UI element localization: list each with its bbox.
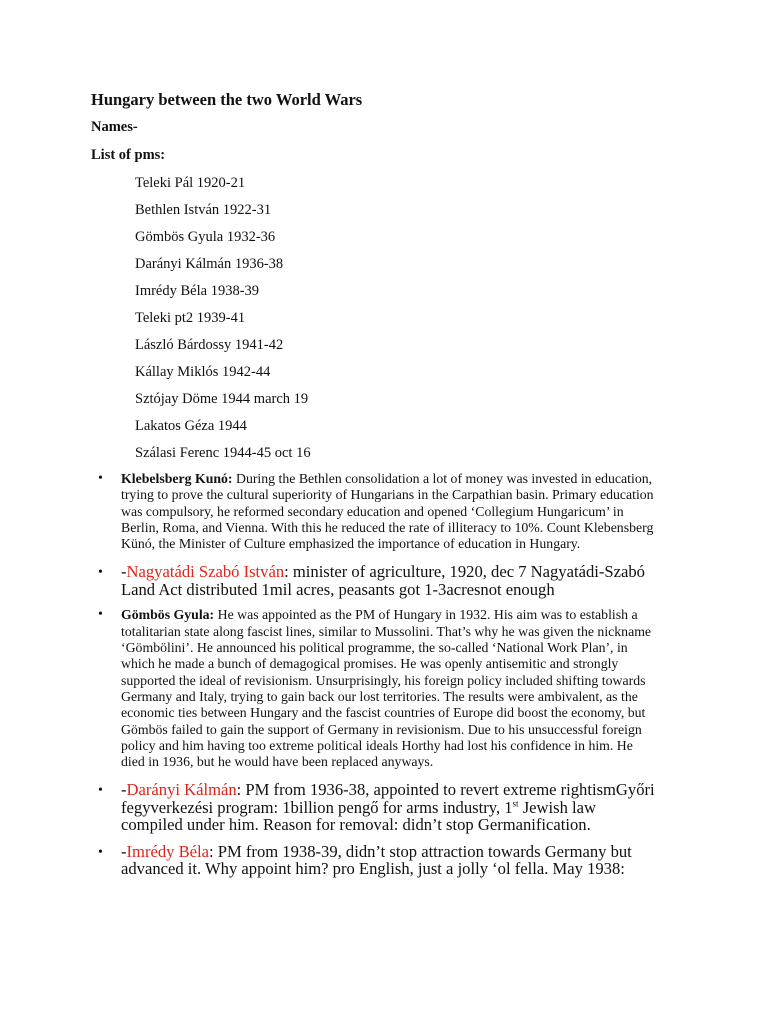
- pm-list-item: Szálasi Ferenc 1944-45 oct 16: [135, 445, 311, 461]
- pm-list-item: Gömbös Gyula 1932-36: [135, 229, 276, 245]
- bullet-list: [98, 471, 658, 887]
- bullet-prefix: -: [121, 562, 127, 582]
- pm-list-item: Lakatos Géza 1944: [135, 418, 247, 434]
- bullet-text: : minister of agriculture, 1920, dec 7 Nagyatádi-Szabó Land Act distributed 1mil acres, peasants got 1-3acresnot enough: [121, 562, 645, 599]
- bullet-nagyatadi: [98, 563, 658, 598]
- bullet-prefix: -: [121, 841, 127, 861]
- bullet-heading: Klebelsberg Kunó:: [121, 471, 233, 486]
- bullet-text: : PM from 1938-39, didn’t stop attraction towards Germany but advanced it. Why appoint him? pro English, just a jolly ‘ol fella. May 1938:: [121, 841, 632, 879]
- pm-list-item: Bethlen István 1922-31: [135, 202, 272, 218]
- bullet-marker: •: [98, 783, 103, 799]
- bullet-text: : PM from 1936-38, appointed to revert extreme rightismGyőri fegyverkezési program: 1billion pengő for arms industry, 1: [121, 780, 655, 817]
- pm-list-item: Kállay Miklós 1942-44: [135, 364, 271, 380]
- pm-list-item: László Bárdossy 1941-42: [135, 337, 284, 353]
- bullet-prefix: -: [121, 780, 127, 800]
- bullet-daranyi: [98, 781, 658, 834]
- pm-list: [135, 174, 311, 471]
- names-label: Names-: [91, 119, 138, 135]
- pm-list-item: Sztójay Döme 1944 march 19: [135, 391, 309, 407]
- superscript-ordinal: st: [512, 798, 519, 809]
- bullet-text: He was appointed as the PM of Hungary in 1932. His aim was to establish a totalitarian state along fascist lines, similar to Mussolini. That’s why he was given the nickname ‘Gömbölini’. He announced his political programme, the so-called ‘National Work Plan’, in which he made a bunch of demagogical promises. He was openly antisemitic and strongly supported the ideal of revisionism. Unsurprisingly, his foreign policy included shifting towards Germany and Italy, trying to gain back our lost territories. The results were ambivalent, as the economic ties between Hungary and the fascist countries of Europe did boost the economy, but Gömbös failed to gain the support of Germany in revisionism. Due to his unsuccessful foreign policy and him having too extreme political ideals Horthy had lost his confidence in him. He died in 1936, but he would have been replaced anyways.: [121, 607, 652, 770]
- bullet-gombos: [98, 607, 658, 770]
- pm-list-item: Teleki Pál 1920-21: [135, 175, 246, 191]
- pms-list-label: List of pms:: [91, 147, 166, 163]
- bullet-marker: •: [98, 607, 103, 623]
- bullet-marker: •: [98, 565, 103, 581]
- bullet-heading: Gömbös Gyula:: [121, 607, 215, 623]
- page-title: Hungary between the two World Wars: [91, 90, 363, 109]
- pm-list-item: Teleki pt2 1939-41: [135, 310, 246, 326]
- bullet-text: During the Bethlen consolidation a lot of money was invested in education, trying to prove the cultural superiority of Hungarians in the Carpathian basin. Primary education was compulsory, he reformed secondary education and opened ‘Collegium Hungaricum’ in Berlin, Roma, and Vienna. With this he reduced the rate of illiteracy to 10%. Count Klebensberg Künó, the Minister of Culture emphasized the importance of education in Hungary.: [121, 471, 654, 552]
- bullet-klebelsberg: [98, 471, 658, 552]
- bullet-imredy: [98, 843, 658, 878]
- pm-list-item: Imrédy Béla 1938-39: [135, 283, 260, 299]
- bullet-marker: •: [98, 844, 103, 860]
- bullet-heading: Darányi Kálmán: [126, 780, 237, 800]
- bullet-marker: •: [98, 471, 103, 486]
- bullet-heading: Imrédy Béla: [126, 841, 210, 861]
- bullet-heading: Nagyatádi Szabó István: [126, 562, 285, 582]
- bullet-text-continued: Jewish law compiled under him. Reason for removal: didn’t stop Germanification.: [121, 797, 596, 835]
- pm-list-item: Darányi Kálmán 1936-38: [135, 256, 284, 272]
